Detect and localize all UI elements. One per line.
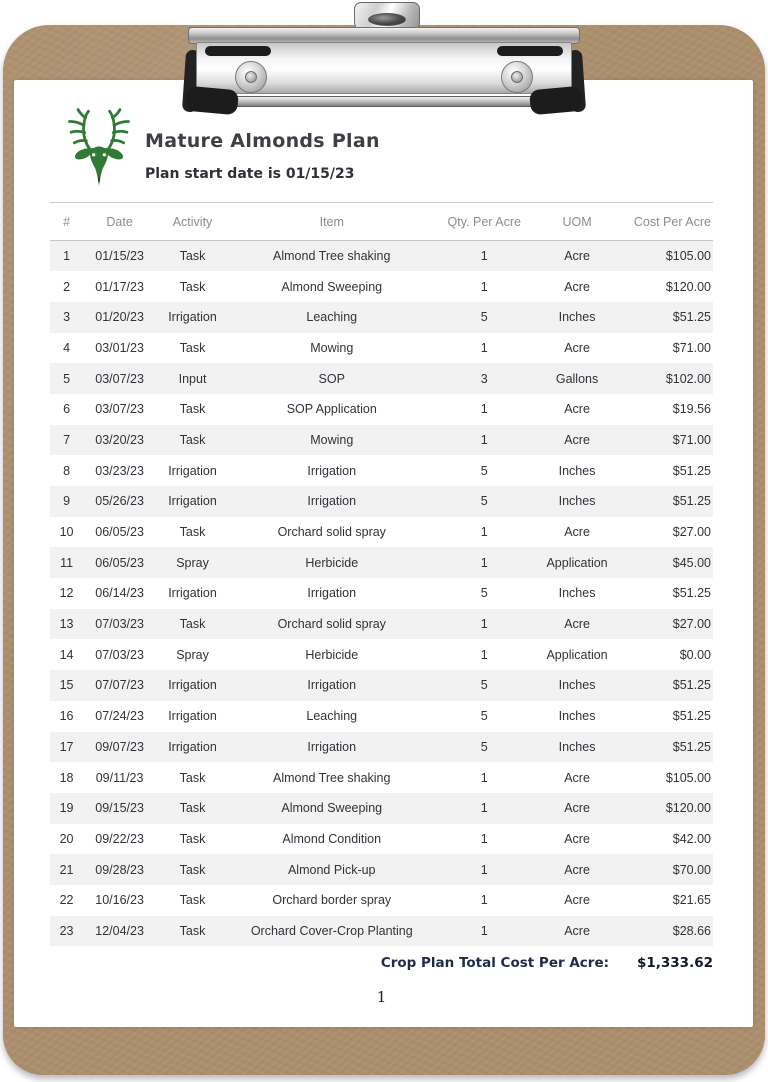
table-row [50,578,713,609]
cell-qty: 1 [480,647,488,662]
page-subtitle: Plan start date is 01/15/23 [145,166,355,182]
table-row [50,271,713,302]
cell-qty: 5 [480,494,488,509]
cell-uom: Acre [564,831,590,846]
cell-date: 07/24/23 [95,709,144,724]
cell-number: 6 [63,402,71,417]
cell-date: 10/16/23 [95,893,144,908]
clip-plate [196,42,572,94]
clip-rubber-pad-right [497,46,563,56]
clip-lever-cap-left [185,86,239,115]
cell-qty: 5 [480,709,488,724]
cell-cost: $51.25 [672,463,711,478]
col-header-cost-per-acre: Cost Per Acre [633,215,711,229]
cell-date: 09/15/23 [95,801,144,816]
cell-activity: Task [179,279,206,294]
cell-activity: Task [179,893,206,908]
cell-item: Orchard solid spray [277,525,386,540]
cell-number: 14 [59,647,74,662]
cell-qty: 1 [480,402,488,417]
cell-activity: Task [179,432,206,447]
table-row [50,762,713,793]
table-row [50,793,713,824]
cell-qty: 1 [480,279,488,294]
cell-qty: 1 [480,432,488,447]
table-row [50,547,713,578]
cell-date: 01/15/23 [95,249,144,264]
cell-qty: 1 [480,923,488,938]
cell-activity: Task [179,249,206,264]
cell-cost: $51.25 [672,586,711,601]
cell-number: 18 [59,770,74,785]
clip-lever-cap-right [529,86,583,115]
cell-number: 20 [59,831,74,846]
cell-date: 06/14/23 [95,586,144,601]
cell-uom: Inches [558,310,596,325]
cell-item: Herbicide [305,555,359,570]
cell-item: Almond Tree shaking [273,249,391,264]
cell-uom: Acre [564,923,590,938]
crop-plan-table [50,202,713,946]
cell-item: Orchard border spray [272,893,392,908]
total-value: $1,333.62 [636,955,713,972]
cell-item: Orchard Cover-Crop Planting [250,923,413,938]
cell-uom: Application [546,555,608,570]
cell-qty: 5 [480,310,488,325]
clip-rivet-core [245,71,257,83]
table-row [50,363,713,394]
cell-cost: $70.00 [672,862,711,877]
cell-cost: $120.00 [665,279,711,294]
cell-date: 07/03/23 [95,617,144,632]
cell-qty: 5 [480,739,488,754]
table-row [50,425,713,456]
cell-number: 21 [59,862,74,877]
cell-qty: 1 [480,831,488,846]
cell-item: Herbicide [305,647,359,662]
clipboard-clip [0,0,768,125]
cell-activity: Irrigation [168,586,217,601]
cell-date: 06/05/23 [95,555,144,570]
cell-cost: $51.25 [672,310,711,325]
cell-uom: Inches [558,586,596,601]
cell-number: 10 [59,525,74,540]
total-label: Crop Plan Total Cost Per Acre: [380,955,609,972]
page-title: Mature Almonds Plan [145,130,380,152]
cell-cost: $71.00 [672,432,711,447]
cell-date: 03/01/23 [95,340,144,355]
cell-date: 03/20/23 [95,432,144,447]
cell-date: 09/28/23 [95,862,144,877]
cell-item: Orchard solid spray [277,617,386,632]
cell-activity: Task [179,801,206,816]
cell-cost: $71.00 [672,340,711,355]
cell-item: Almond Pick-up [287,862,376,877]
report-paper [14,80,753,1027]
cell-date: 05/26/23 [95,494,144,509]
cell-activity: Task [179,340,206,355]
cell-activity: Task [179,862,206,877]
cell-activity: Task [179,831,206,846]
clip-rubber-pad-left [205,46,271,56]
table-row [50,333,713,364]
cell-item: Almond Sweeping [281,801,383,816]
table-row [50,639,713,670]
table-row [50,394,713,425]
cell-item: Almond Condition [282,831,382,846]
cell-item: Almond Tree shaking [273,770,391,785]
cell-number: 5 [63,371,71,386]
cell-uom: Acre [564,340,590,355]
cell-number: 23 [59,923,74,938]
cell-uom: Gallons [555,371,599,386]
cell-activity: Task [179,402,206,417]
cell-number: 12 [59,586,74,601]
table-row [50,732,713,763]
cell-date: 01/17/23 [95,279,144,294]
cell-date: 06/05/23 [95,525,144,540]
cell-item: Mowing [310,432,354,447]
cell-cost: $27.00 [672,525,711,540]
cell-uom: Acre [564,249,590,264]
cell-activity: Irrigation [168,494,217,509]
cell-date: 03/07/23 [95,402,144,417]
cell-qty: 5 [480,463,488,478]
plan-table-area [50,202,713,1006]
cell-cost: $28.66 [672,923,711,938]
cell-number: 16 [59,709,74,724]
cell-activity: Irrigation [168,678,217,693]
cell-cost: $105.00 [665,770,711,785]
cell-cost: $19.56 [672,402,711,417]
table-row [50,854,713,885]
cell-activity: Spray [176,647,209,662]
cell-activity: Input [178,371,207,386]
cell-item: Irrigation [307,678,357,693]
cell-number: 13 [59,617,74,632]
clip-hanger-hole [368,13,406,26]
cell-qty: 1 [480,617,488,632]
cell-qty: 1 [480,893,488,908]
cell-item: SOP [318,371,345,386]
table-row [50,885,713,916]
cell-item: SOP Application [286,402,377,417]
cell-qty: 1 [480,525,488,540]
cell-uom: Acre [564,279,590,294]
table-row [50,517,713,548]
cell-activity: Task [179,525,206,540]
clip-rivet-right [501,61,533,93]
col-header-item: Item [319,215,344,229]
cell-item: Leaching [306,709,358,724]
clip-lever-bar [202,96,566,107]
cell-number: 1 [63,249,71,264]
cell-cost: $51.25 [672,494,711,509]
cell-cost: $51.25 [672,709,711,724]
cell-activity: Irrigation [168,463,217,478]
cell-activity: Irrigation [168,310,217,325]
cell-number: 4 [63,340,71,355]
cell-item: Leaching [306,310,358,325]
clip-rivet-left [235,61,267,93]
cell-date: 07/07/23 [95,678,144,693]
cell-uom: Acre [564,801,590,816]
cell-uom: Acre [564,862,590,877]
cell-uom: Inches [558,494,596,509]
cell-date: 07/03/23 [95,647,144,662]
cell-activity: Task [179,617,206,632]
cell-cost: $21.65 [672,893,711,908]
total-row [50,955,713,971]
col-header-uom: UOM [562,215,592,229]
table-row [50,455,713,486]
cell-item: Irrigation [307,586,357,601]
cell-number: 19 [59,801,74,816]
cell-item: Irrigation [307,494,357,509]
cell-uom: Acre [564,525,590,540]
table-row [50,486,713,517]
col-header-qty-per-acre: Qty. Per Acre [447,215,521,229]
cell-qty: 1 [480,340,488,355]
table-body [50,241,713,947]
cell-uom: Inches [558,709,596,724]
cell-uom: Inches [558,678,596,693]
cell-date: 09/07/23 [95,739,144,754]
cell-date: 12/04/23 [95,923,144,938]
cell-uom: Inches [558,463,596,478]
cell-uom: Acre [564,893,590,908]
cell-qty: 1 [480,862,488,877]
clip-rivet-core [511,71,523,83]
table-row [50,824,713,855]
cell-qty: 5 [480,678,488,693]
table-row [50,916,713,947]
cell-uom: Acre [564,617,590,632]
cell-activity: Spray [176,555,209,570]
cell-item: Mowing [310,340,354,355]
table-row [50,701,713,732]
cell-uom: Application [546,647,608,662]
cell-cost: $102.00 [665,371,711,386]
cell-qty: 1 [480,555,488,570]
cell-activity: Task [179,923,206,938]
cell-qty: 1 [480,801,488,816]
cell-qty: 3 [480,371,488,386]
cell-cost: $51.25 [672,739,711,754]
cell-date: 03/07/23 [95,371,144,386]
table-row [50,302,713,333]
table-row [50,670,713,701]
cell-uom: Acre [564,432,590,447]
cell-activity: Irrigation [168,739,217,754]
col-header-activity: Activity [172,215,213,229]
cell-date: 03/23/23 [95,463,144,478]
cell-item: Irrigation [307,739,357,754]
cell-number: 7 [63,432,71,447]
cell-number: 22 [59,893,74,908]
cell-cost: $27.00 [672,617,711,632]
cell-item: Irrigation [307,463,357,478]
cell-qty: 1 [480,770,488,785]
cell-cost: $45.00 [672,555,711,570]
cell-number: 2 [63,279,71,294]
cell-date: 09/22/23 [95,831,144,846]
cell-cost: $120.00 [665,801,711,816]
page-number: 1 [376,988,387,1007]
cell-number: 15 [59,678,74,693]
table-header [50,203,713,241]
cell-qty: 1 [480,249,488,264]
cell-uom: Acre [564,770,590,785]
cell-number: 3 [63,310,71,325]
cell-cost: $105.00 [665,249,711,264]
cell-uom: Inches [558,739,596,754]
table-row [50,609,713,640]
col-header-number: # [63,215,71,229]
cell-cost: $0.00 [679,647,711,662]
cell-cost: $51.25 [672,678,711,693]
cell-number: 17 [59,739,74,754]
table-row [50,241,713,272]
cell-number: 11 [60,555,74,570]
cell-date: 09/11/23 [95,770,144,785]
cell-number: 9 [63,494,71,509]
cell-item: Almond Sweeping [281,279,383,294]
cell-uom: Acre [564,402,590,417]
cell-cost: $42.00 [672,831,711,846]
cell-number: 8 [63,463,71,478]
cell-activity: Task [179,770,206,785]
cell-date: 01/20/23 [95,310,144,325]
cell-activity: Irrigation [168,709,217,724]
col-header-date: Date [106,215,133,229]
cell-qty: 5 [480,586,488,601]
